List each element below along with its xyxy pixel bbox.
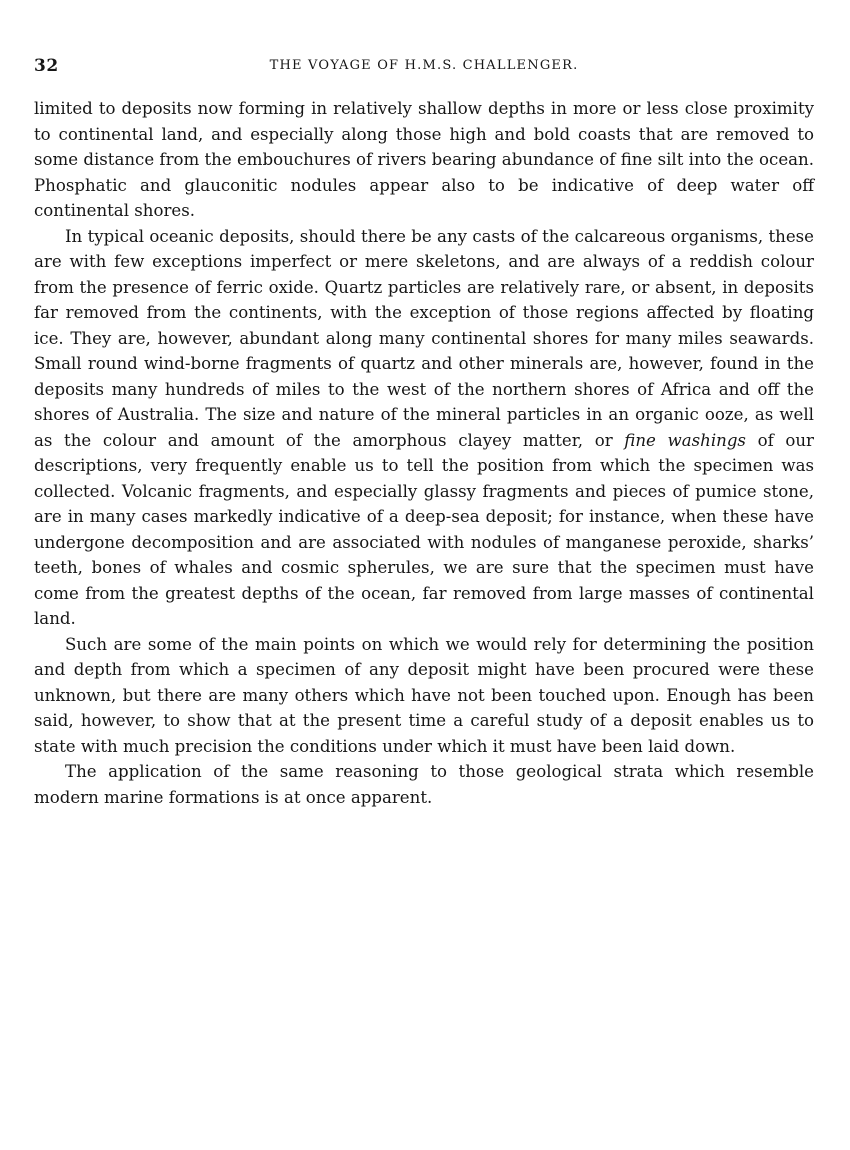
document-page bbox=[34, 56, 814, 810]
paragraph-4: The application of the same reasoning to those geological strata which resemble modern marine formations is at once apparent. bbox=[34, 762, 814, 807]
body-text bbox=[34, 96, 814, 810]
paragraph-1: limited to deposits now forming in relatively shallow depths in more or less close proximity to continental land, and especially along those high and bold coasts that are removed to some distance from the embouchures of rivers bearing abundance of fine silt into the ocean. Phosphatic and glauconitic nodules appear also to be indicative of deep water off continental shores. bbox=[34, 99, 814, 220]
paragraph-3: Such are some of the main points on which we would rely for determining the position and depth from which a specimen of any deposit might have been procured were these unknown, but there are many others which have not been touched upon. Enough has been said, however, to show that at the present time a careful study of a deposit enables us to state with much precision the conditions under which it must have been laid down. bbox=[34, 634, 814, 756]
page-header bbox=[34, 56, 814, 86]
running-title: THE VOYAGE OF H.M.S. CHALLENGER. bbox=[269, 58, 579, 73]
paragraph-2-part-1: In typical oceanic deposits, should there be any casts of the calcareous organisms, these are with few exceptions imperfect or mere skeletons, and are always of a reddish colour from the presence of ferric oxide. Quartz particles are relatively rare, or absent, in deposits far removed from the continents, with the exception of those regions affected by floating ice. They are, however, abundant along many continental shores for many miles seawards. Small round wind-borne fragments of quartz and other minerals are, however, found in the deposits many hundreds of miles to the west of the northern shores of Africa and off the shores of Australia. The size and nature of the mineral particles in an organic ooze, as well as the colour and amount of the amorphous clayey matter, or bbox=[34, 226, 814, 450]
paragraph-2-part-2: of our descriptions, very frequently enable us to tell the position from which the specimen was collected. Volcanic fragments, and especially glassy fragments and pieces of pumice stone, are in many cases markedly indicative of a deep-sea deposit; for instance, when these have undergone decomposition and are associated with nodules of manganese peroxide, sharks’ teeth, bones of whales and cosmic spherules, we are sure that the specimen must have come from the greatest depths of the ocean, far removed from large masses of continental land. bbox=[34, 430, 814, 628]
paragraph-2 bbox=[34, 224, 814, 632]
italic-term: fine washings bbox=[624, 430, 746, 450]
page-number: 32 bbox=[34, 56, 59, 76]
